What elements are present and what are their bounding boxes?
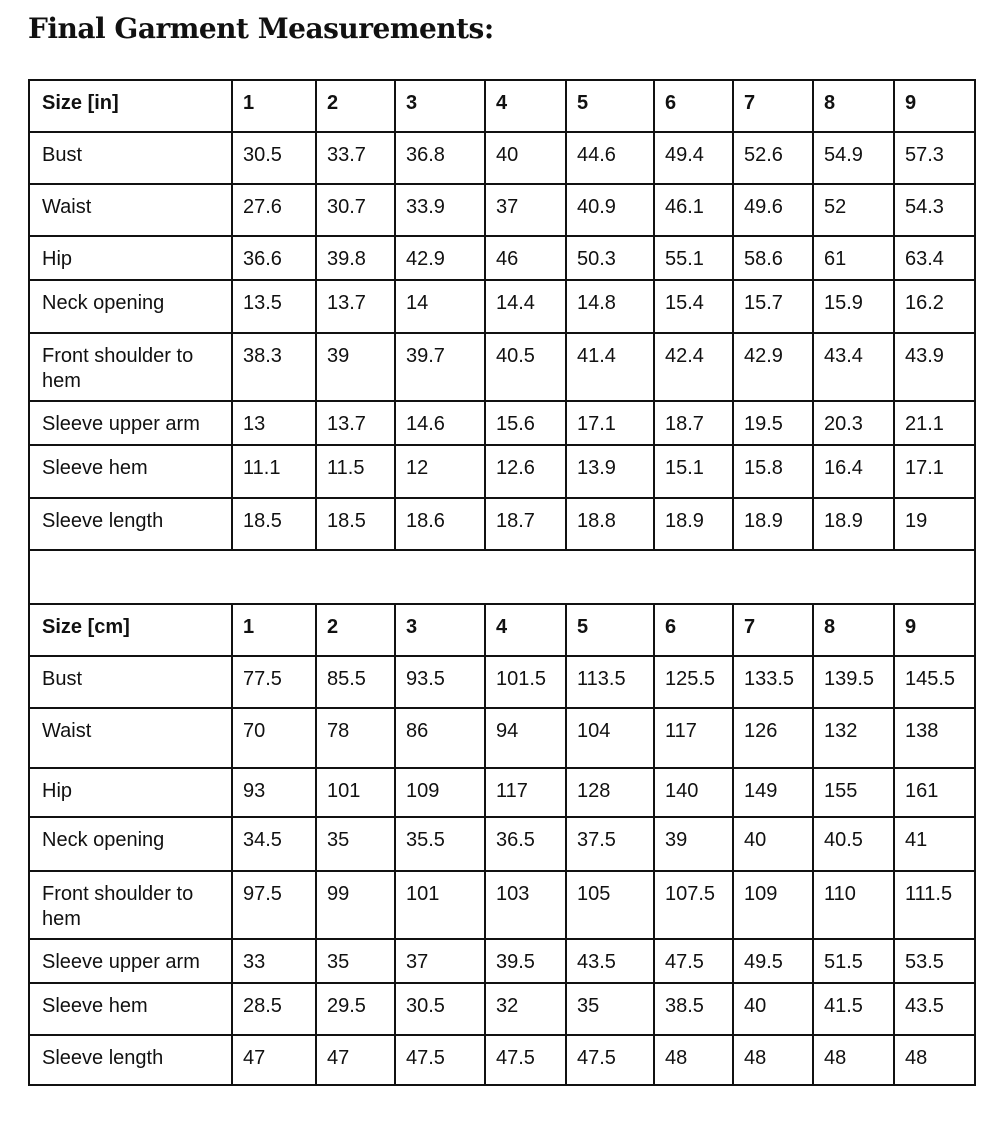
measurement-value: 18.5 — [316, 498, 395, 550]
measurement-value: 19 — [894, 498, 975, 550]
measurement-value: 12 — [395, 445, 485, 498]
measurement-value: 47 — [316, 1035, 395, 1085]
measurement-value: 47.5 — [485, 1035, 566, 1085]
size-header-cell: 1 — [232, 604, 316, 656]
measurement-label: Bust — [29, 132, 232, 184]
table-row — [29, 939, 975, 983]
measurement-label: Hip — [29, 768, 232, 817]
measurement-value: 13.7 — [316, 280, 395, 333]
measurement-value: 18.6 — [395, 498, 485, 550]
measurement-value: 15.8 — [733, 445, 813, 498]
measurement-value: 41.5 — [813, 983, 894, 1035]
measurement-label: Neck opening — [29, 817, 232, 871]
measurement-value: 36.6 — [232, 236, 316, 280]
measurement-label: Front shoulder to hem — [29, 871, 232, 939]
measurement-value: 36.8 — [395, 132, 485, 184]
measurement-value: 30.5 — [232, 132, 316, 184]
table-row — [29, 871, 975, 939]
table-row — [29, 1035, 975, 1085]
measurement-value: 48 — [733, 1035, 813, 1085]
measurement-label: Sleeve upper arm — [29, 401, 232, 445]
measurement-value: 125.5 — [654, 656, 733, 708]
measurement-value: 41.4 — [566, 333, 654, 401]
measurement-value: 17.1 — [894, 445, 975, 498]
table-row — [29, 132, 975, 184]
measurement-value: 29.5 — [316, 983, 395, 1035]
measurement-value: 103 — [485, 871, 566, 939]
measurement-value: 48 — [894, 1035, 975, 1085]
measurement-value: 155 — [813, 768, 894, 817]
measurement-value: 138 — [894, 708, 975, 768]
measurement-value: 52 — [813, 184, 894, 236]
size-header-cell: 9 — [894, 80, 975, 132]
measurement-value: 43.4 — [813, 333, 894, 401]
measurement-value: 18.8 — [566, 498, 654, 550]
table-row — [29, 656, 975, 708]
measurement-value: 13.9 — [566, 445, 654, 498]
measurement-value: 47.5 — [654, 939, 733, 983]
measurement-value: 37 — [485, 184, 566, 236]
measurement-label: Sleeve length — [29, 498, 232, 550]
spacer-cell — [29, 550, 975, 604]
measurement-value: 37 — [395, 939, 485, 983]
table-row — [29, 498, 975, 550]
measurement-value: 101 — [395, 871, 485, 939]
measurement-value: 14.6 — [395, 401, 485, 445]
measurement-value: 70 — [232, 708, 316, 768]
measurement-value: 14.8 — [566, 280, 654, 333]
measurement-value: 47.5 — [395, 1035, 485, 1085]
size-header-cell: 3 — [395, 604, 485, 656]
measurement-value: 43.5 — [894, 983, 975, 1035]
measurement-value: 39.5 — [485, 939, 566, 983]
measurement-value: 11.5 — [316, 445, 395, 498]
measurement-value: 111.5 — [894, 871, 975, 939]
measurement-value: 113.5 — [566, 656, 654, 708]
measurement-value: 49.6 — [733, 184, 813, 236]
table-row — [29, 817, 975, 871]
table-spacer-row — [29, 550, 975, 604]
measurement-value: 48 — [654, 1035, 733, 1085]
measurement-label: Neck opening — [29, 280, 232, 333]
size-header-cell: 4 — [485, 604, 566, 656]
measurement-value: 78 — [316, 708, 395, 768]
measurement-value: 85.5 — [316, 656, 395, 708]
measurement-value: 104 — [566, 708, 654, 768]
table-row — [29, 983, 975, 1035]
table-row — [29, 333, 975, 401]
measurement-value: 101.5 — [485, 656, 566, 708]
size-header-cell: 6 — [654, 80, 733, 132]
size-header-cell: 1 — [232, 80, 316, 132]
size-header-cell: 7 — [733, 604, 813, 656]
measurement-value: 43.5 — [566, 939, 654, 983]
measurement-value: 39 — [316, 333, 395, 401]
measurement-label: Bust — [29, 656, 232, 708]
measurement-value: 39.7 — [395, 333, 485, 401]
size-header-cell: 4 — [485, 80, 566, 132]
table-row — [29, 401, 975, 445]
measurement-value: 63.4 — [894, 236, 975, 280]
measurement-value: 99 — [316, 871, 395, 939]
measurement-value: 47 — [232, 1035, 316, 1085]
measurement-value: 94 — [485, 708, 566, 768]
size-header-cell: 7 — [733, 80, 813, 132]
measurement-value: 15.4 — [654, 280, 733, 333]
measurement-label: Waist — [29, 184, 232, 236]
measurement-value: 30.5 — [395, 983, 485, 1035]
measurement-value: 109 — [395, 768, 485, 817]
measurement-value: 126 — [733, 708, 813, 768]
measurement-value: 161 — [894, 768, 975, 817]
measurement-value: 117 — [654, 708, 733, 768]
table-row — [29, 280, 975, 333]
measurement-value: 46.1 — [654, 184, 733, 236]
measurement-label: Sleeve upper arm — [29, 939, 232, 983]
measurement-value: 40.5 — [485, 333, 566, 401]
measurement-value: 55.1 — [654, 236, 733, 280]
measurement-value: 34.5 — [232, 817, 316, 871]
measurement-value: 42.9 — [733, 333, 813, 401]
measurement-value: 20.3 — [813, 401, 894, 445]
measurement-label: Sleeve hem — [29, 445, 232, 498]
measurement-value: 43.9 — [894, 333, 975, 401]
measurement-label: Front shoulder to hem — [29, 333, 232, 401]
measurement-value: 57.3 — [894, 132, 975, 184]
measurement-value: 50.3 — [566, 236, 654, 280]
table-row — [29, 768, 975, 817]
measurement-value: 18.9 — [654, 498, 733, 550]
measurement-value: 16.4 — [813, 445, 894, 498]
measurement-value: 30.7 — [316, 184, 395, 236]
measurement-value: 40 — [733, 983, 813, 1035]
measurement-value: 128 — [566, 768, 654, 817]
measurement-label: Waist — [29, 708, 232, 768]
measurement-value: 93.5 — [395, 656, 485, 708]
measurement-value: 17.1 — [566, 401, 654, 445]
measurement-value: 12.6 — [485, 445, 566, 498]
measurement-value: 97.5 — [232, 871, 316, 939]
measurement-value: 18.5 — [232, 498, 316, 550]
measurement-value: 109 — [733, 871, 813, 939]
measurement-value: 42.9 — [395, 236, 485, 280]
measurement-value: 61 — [813, 236, 894, 280]
measurement-value: 21.1 — [894, 401, 975, 445]
measurement-value: 110 — [813, 871, 894, 939]
measurement-value: 38.3 — [232, 333, 316, 401]
measurement-value: 33 — [232, 939, 316, 983]
table-row — [29, 445, 975, 498]
measurement-value: 42.4 — [654, 333, 733, 401]
measurement-value: 11.1 — [232, 445, 316, 498]
page-title: Final Garment Measurements: — [28, 12, 494, 45]
size-header-cell: 2 — [316, 604, 395, 656]
size-header-cell: 3 — [395, 80, 485, 132]
measurement-value: 49.4 — [654, 132, 733, 184]
measurement-value: 39.8 — [316, 236, 395, 280]
measurement-value: 44.6 — [566, 132, 654, 184]
size-header-cell: 8 — [813, 604, 894, 656]
measurement-value: 117 — [485, 768, 566, 817]
measurement-value: 145.5 — [894, 656, 975, 708]
measurement-value: 51.5 — [813, 939, 894, 983]
measurement-value: 48 — [813, 1035, 894, 1085]
measurement-value: 16.2 — [894, 280, 975, 333]
measurement-value: 54.3 — [894, 184, 975, 236]
measurement-value: 54.9 — [813, 132, 894, 184]
measurement-value: 40 — [485, 132, 566, 184]
size-unit-header: Size [in] — [29, 80, 232, 132]
measurement-value: 13 — [232, 401, 316, 445]
measurement-value: 140 — [654, 768, 733, 817]
measurement-value: 27.6 — [232, 184, 316, 236]
measurement-value: 53.5 — [894, 939, 975, 983]
size-header-cell: 5 — [566, 604, 654, 656]
measurement-value: 52.6 — [733, 132, 813, 184]
measurement-value: 36.5 — [485, 817, 566, 871]
measurement-value: 33.9 — [395, 184, 485, 236]
table-row — [29, 184, 975, 236]
measurement-value: 18.7 — [654, 401, 733, 445]
size-header-cell: 8 — [813, 80, 894, 132]
measurement-value: 49.5 — [733, 939, 813, 983]
size-header-cell: 6 — [654, 604, 733, 656]
measurement-value: 40.5 — [813, 817, 894, 871]
measurement-value: 13.7 — [316, 401, 395, 445]
measurement-value: 15.6 — [485, 401, 566, 445]
measurement-value: 105 — [566, 871, 654, 939]
measurement-value: 47.5 — [566, 1035, 654, 1085]
measurement-value: 13.5 — [232, 280, 316, 333]
table-header-row — [29, 80, 975, 132]
measurement-value: 41 — [894, 817, 975, 871]
measurement-value: 15.7 — [733, 280, 813, 333]
measurement-value: 86 — [395, 708, 485, 768]
measurement-value: 107.5 — [654, 871, 733, 939]
measurement-value: 15.1 — [654, 445, 733, 498]
table-header-row — [29, 604, 975, 656]
measurement-value: 40.9 — [566, 184, 654, 236]
measurement-value: 58.6 — [733, 236, 813, 280]
size-unit-header: Size [cm] — [29, 604, 232, 656]
measurement-value: 46 — [485, 236, 566, 280]
measurement-value: 28.5 — [232, 983, 316, 1035]
measurement-value: 37.5 — [566, 817, 654, 871]
table-row — [29, 236, 975, 280]
measurement-value: 101 — [316, 768, 395, 817]
measurement-value: 19.5 — [733, 401, 813, 445]
measurements-table — [28, 79, 976, 1086]
table-row — [29, 708, 975, 768]
measurement-value: 93 — [232, 768, 316, 817]
size-header-cell: 2 — [316, 80, 395, 132]
measurement-value: 77.5 — [232, 656, 316, 708]
measurement-label: Sleeve hem — [29, 983, 232, 1035]
measurement-value: 32 — [485, 983, 566, 1035]
measurement-value: 132 — [813, 708, 894, 768]
size-header-cell: 9 — [894, 604, 975, 656]
size-header-cell: 5 — [566, 80, 654, 132]
measurement-value: 139.5 — [813, 656, 894, 708]
measurement-value: 35 — [316, 939, 395, 983]
measurement-value: 33.7 — [316, 132, 395, 184]
measurement-label: Hip — [29, 236, 232, 280]
measurement-value: 18.9 — [733, 498, 813, 550]
measurement-value: 18.7 — [485, 498, 566, 550]
measurement-value: 133.5 — [733, 656, 813, 708]
measurement-value: 35 — [316, 817, 395, 871]
measurement-value: 14 — [395, 280, 485, 333]
measurement-value: 149 — [733, 768, 813, 817]
measurement-value: 35.5 — [395, 817, 485, 871]
measurement-label: Sleeve length — [29, 1035, 232, 1085]
measurement-value: 18.9 — [813, 498, 894, 550]
measurement-value: 35 — [566, 983, 654, 1035]
measurement-value: 39 — [654, 817, 733, 871]
measurement-value: 38.5 — [654, 983, 733, 1035]
measurement-value: 40 — [733, 817, 813, 871]
measurement-value: 15.9 — [813, 280, 894, 333]
measurement-value: 14.4 — [485, 280, 566, 333]
